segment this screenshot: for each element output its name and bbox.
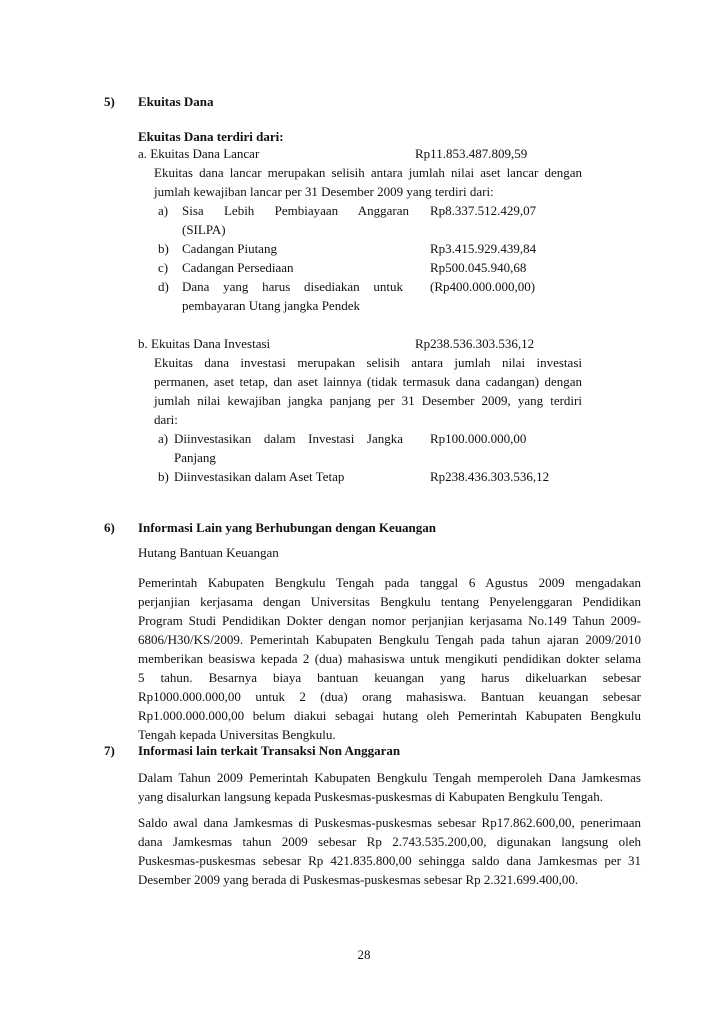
para-line: Program Studi Pendidikan Dokter dengan nomor perjanjian kerjasama No.149 Tahun 2009- [138, 613, 641, 628]
para-line: Desember 2009 yang berada di Puskesmas-puskesmas sebesar Rp 2.321.699.400,00. [138, 872, 579, 887]
section-6-paragraph [138, 573, 641, 744]
item-label: Cadangan Persediaan [182, 260, 294, 275]
desc-line: Ekuitas dana investasi merupakan selisih antara jumlah nilai investasi [154, 355, 582, 370]
ekuitas-lancar-amount: Rp11.853.487.809,59 [415, 146, 528, 161]
para-line: yang disalurkan langsung kepada Puskesmas-puskesmas di Kabupaten Bengkulu Tengah. [138, 789, 603, 804]
page-number: 28 [357, 947, 371, 962]
section-7-paragraph-1 [138, 768, 641, 806]
item-label: Cadangan Piutang [182, 241, 277, 256]
section-7-paragraph-2 [138, 813, 641, 889]
desc-line: jumlah nilai kewajiban jangka panjang per 31 Desember 2009, yang terdiri [154, 393, 582, 408]
item-label: pembayaran Utang jangka Pendek [182, 298, 360, 313]
ekuitas-investasi-description [154, 353, 582, 429]
para-line: Dalam Tahun 2009 Pemerintah Kabupaten Bengkulu Tengah memperoleh Dana Jamkesmas [138, 770, 641, 785]
item-amount: Rp3.415.929.439,84 [430, 241, 537, 256]
item-amount: Rp100.000.000,00 [430, 431, 527, 446]
desc-line: permanen, aset tetap, dan aset lainnya (tidak termasuk dana cadangan) dengan [154, 374, 582, 389]
para-line: 6806/H30/KS/2009. Pemerintah Kabupaten Bengkulu Tengah pada tahun ajaran 2009/2010 [138, 632, 641, 647]
item-amount: Rp8.337.512.429,07 [430, 203, 537, 218]
desc-line: dari: [154, 412, 178, 427]
para-line: Rp1.000.000.000,00 belum diakui sebagai hutang oleh Pemerintah Kabupaten Bengkulu [138, 708, 641, 723]
item-amount: (Rp400.000.000,00) [430, 279, 536, 294]
item-amount: Rp500.045.940,68 [430, 260, 527, 275]
para-line: Puskesmas-puskesmas sebesar Rp 421.835.800,00 sehingga saldo dana Jamkesmas per 31 [138, 853, 641, 868]
ekuitas-lancar-description [154, 163, 582, 201]
ekuitas-investasi-amount: Rp238.536.303.536,12 [415, 336, 535, 351]
para-line: Saldo awal dana Jamkesmas di Puskesmas-puskesmas sebesar Rp17.862.600,00, penerimaan [138, 815, 641, 830]
item-label: Panjang [174, 450, 216, 465]
item-mark: b) [158, 241, 169, 256]
item-mark: a) [158, 431, 169, 446]
para-line: Tengah kepada Universitas Bengkulu. [138, 727, 336, 742]
para-line: Pemerintah Kabupaten Bengkulu Tengah pada tanggal 6 Agustus 2009 mengadakan [138, 575, 641, 590]
section-7-number: 7) [104, 743, 115, 758]
item-label: Dana yang harus disediakan untuk [182, 279, 403, 294]
para-line: memberikan beasiswa kepada 2 (dua) mahasiswa untuk mengikuti pendidikan dokter selama [138, 651, 641, 666]
section-6-title: Informasi Lain yang Berhubungan dengan Keuangan [138, 520, 437, 535]
para-line: Rp1000.000.000,00 untuk 2 (dua) orang mahasiswa. Bantuan keuangan sebesar [138, 689, 641, 704]
ekuitas-lancar-label: a. Ekuitas Dana Lancar [138, 146, 260, 161]
section-5-title: Ekuitas Dana [138, 94, 214, 109]
para-line: perjanjian kerjasama dengan Universitas Bengkulu tentang Penyelenggaran Pendidikan [138, 594, 641, 609]
para-line: 5 tahun. Besarnya biaya bantuan keuangan yang harus dikeluarkan sebesar [138, 670, 641, 685]
item-label: Sisa Lebih Pembiayaan Anggaran [182, 203, 409, 218]
ekuitas-investasi-label: b. Ekuitas Dana Investasi [138, 336, 271, 351]
section-5-number: 5) [104, 94, 115, 109]
item-label: Diinvestasikan dalam Investasi Jangka [174, 431, 403, 446]
desc-line: jumlah kewajiban lancar per 31 Desember 2009 yang terdiri dari: [154, 184, 494, 199]
item-mark: b) [158, 469, 169, 484]
section-5-subtitle: Ekuitas Dana terdiri dari: [138, 129, 284, 144]
item-mark: c) [158, 260, 169, 275]
desc-line: Ekuitas dana lancar merupakan selisih antara jumlah nilai aset lancar dengan [154, 165, 582, 180]
item-mark: d) [158, 279, 169, 294]
item-label: (SILPA) [182, 222, 226, 237]
item-label: Diinvestasikan dalam Aset Tetap [174, 469, 345, 484]
item-mark: a) [158, 203, 169, 218]
section-6-number: 6) [104, 520, 115, 535]
section-7-title: Informasi lain terkait Transaksi Non Anggaran [138, 743, 401, 758]
para-line: dana Jamkesmas tahun 2009 sebesar Rp 2.743.535.200,00, digunakan langsung oleh [138, 834, 641, 849]
item-amount: Rp238.436.303.536,12 [430, 469, 550, 484]
section-6-subtitle: Hutang Bantuan Keuangan [138, 545, 279, 560]
